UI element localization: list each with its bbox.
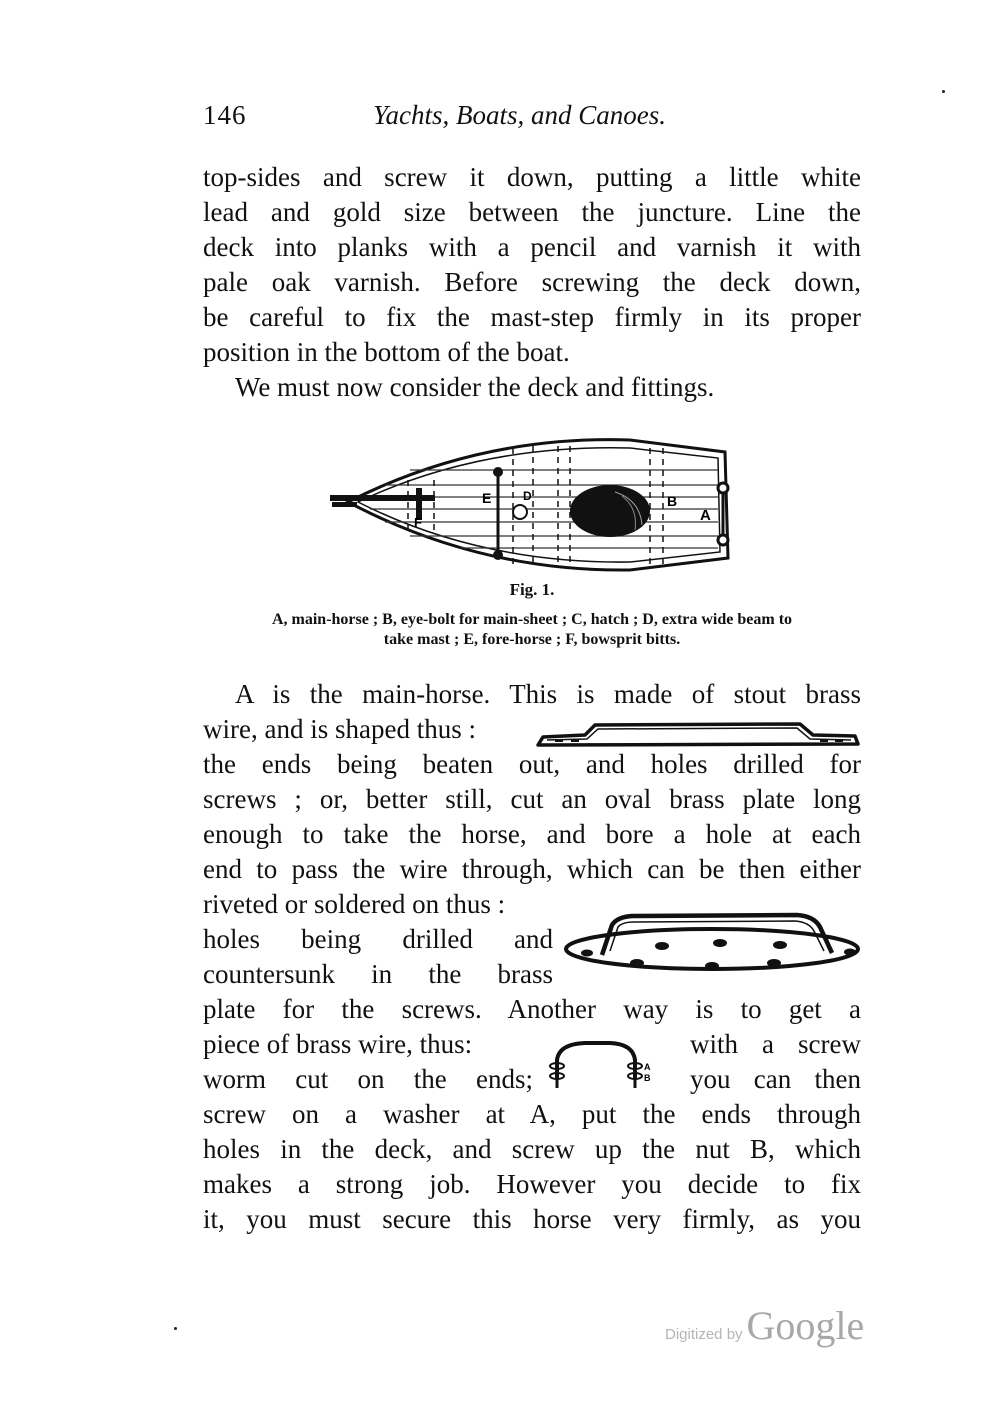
- text-line: makes a strong job. However you decide to fix: [203, 1169, 861, 1199]
- text-line: riveted or soldered on thus :: [203, 889, 506, 919]
- text-line: position in the bottom of the boat.: [203, 337, 570, 367]
- figure-caption-line: take mast ; E, fore-horse ; F, bowsprit bitts.: [383, 631, 681, 648]
- label-f: F: [414, 515, 422, 530]
- text-line: plate for the screws. Another way is to get a: [203, 994, 861, 1024]
- text-line: lead and gold size between the juncture. Line the: [203, 197, 861, 227]
- washer-label-a: A: [644, 1062, 651, 1072]
- text-line: holes being drilled and: [203, 924, 553, 954]
- text-line: A is the main-horse. This is made of stout brass: [235, 679, 861, 709]
- label-d: D: [523, 489, 532, 503]
- figure-caption-line: A, main-horse ; B, eye-bolt for main-sheet ; C, hatch ; D, extra wide beam to: [271, 611, 793, 628]
- text-line: holes in the deck, and screw up the nut B, which: [203, 1134, 861, 1164]
- label-e: E: [482, 490, 492, 506]
- oval-plate-illustration: [562, 903, 862, 975]
- scan-speck: [174, 1327, 177, 1330]
- deck-plan-figure: [330, 430, 735, 580]
- text-line: screws ; or, better still, cut an oval brass plate long: [203, 784, 861, 814]
- text-line: deck into planks with a pencil and varnish it with: [203, 232, 861, 262]
- paragraph-2: We must now consider the deck and fittings.: [235, 372, 715, 402]
- text-line: it, you must secure this horse very firmly, as you: [203, 1204, 861, 1234]
- main-horse-shape: [535, 720, 860, 750]
- boat-deck-diagram: [330, 430, 735, 580]
- text-line: piece of brass wire, thus:: [203, 1029, 473, 1059]
- scan-speck: [942, 90, 945, 93]
- u-bolt-illustration: [545, 1038, 655, 1093]
- text-line: countersunk in the brass: [203, 959, 553, 989]
- running-title: Yachts, Boats, and Canoes.: [373, 100, 667, 130]
- text-line: enough to take the horse, and bore a hole at each: [203, 819, 861, 849]
- text-line: with a screw: [690, 1029, 861, 1059]
- text-line: top-sides and screw it down, putting a little white: [203, 162, 861, 192]
- text-line: screw on a washer at A, put the ends through: [203, 1099, 861, 1129]
- text-line: wire, and is shaped thus :: [203, 714, 476, 744]
- text-line: worm cut on the ends;: [203, 1064, 533, 1094]
- text-line: be careful to fix the mast-step firmly in its proper: [203, 302, 861, 332]
- text-line: the ends being beaten out, and holes drilled for: [203, 749, 861, 779]
- label-b: B: [667, 493, 678, 509]
- watermark-prefix: Digitized by: [665, 1326, 743, 1343]
- text-line: you can then: [690, 1064, 861, 1094]
- figure-label: Fig. 1.: [509, 580, 555, 599]
- digitized-watermark: [665, 1302, 864, 1349]
- text-line: end to pass the wire through, which can be then either: [203, 854, 861, 884]
- oval-plate-shape: [562, 903, 862, 975]
- page-header: [203, 100, 863, 140]
- label-a: A: [700, 507, 711, 524]
- page-number: 146: [203, 100, 247, 130]
- text-line: pale oak varnish. Before screwing the deck down,: [203, 267, 861, 297]
- google-logo-text: Google: [746, 1303, 865, 1348]
- main-horse-illustration: [535, 720, 860, 750]
- u-bolt-shape: [545, 1038, 655, 1093]
- nut-label-b: B: [644, 1073, 651, 1083]
